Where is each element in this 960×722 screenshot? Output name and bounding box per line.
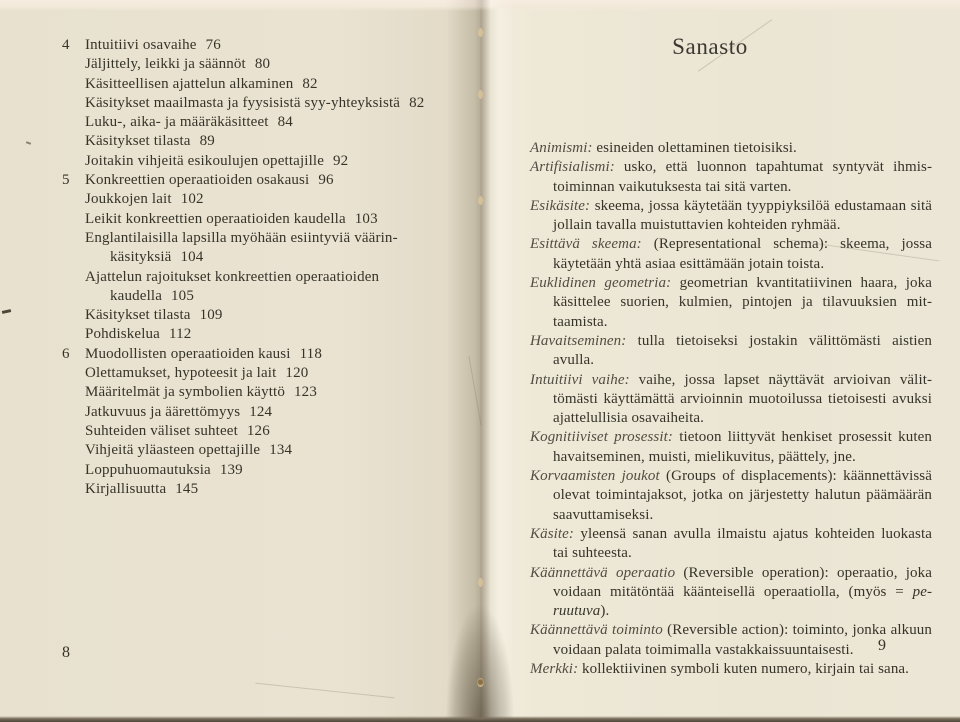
toc-entry-page: 104 xyxy=(180,249,204,266)
toc-line xyxy=(62,422,466,441)
toc-entry-page: 112 xyxy=(168,326,192,343)
toc-entry-text: Luku-, aika- ja määräkäsitteet xyxy=(85,114,269,131)
toc-line xyxy=(62,190,466,209)
toc-entry-text: kaudella xyxy=(110,287,163,304)
chapter-number: 4 xyxy=(62,37,70,53)
toc-line xyxy=(62,345,466,364)
binding-stitch xyxy=(478,90,483,99)
toc-entry-page: 82 xyxy=(302,75,318,92)
toc-entry-text: Käsitteellisen ajattelun alkaminen xyxy=(85,75,294,92)
toc-line xyxy=(62,113,466,132)
toc-line xyxy=(62,248,466,267)
toc-line xyxy=(62,480,466,499)
toc-entry-text: Joitakin vihjeitä esikoulujen opettajille xyxy=(85,152,325,169)
toc-entry-page: 109 xyxy=(199,307,223,324)
toc-entry-text: Olettamukset, hypoteesit ja lait xyxy=(85,365,277,382)
toc-entry-text: Loppuhuomautuksia xyxy=(85,461,211,478)
glossary-term: Euklidinen geometria: xyxy=(530,275,672,292)
glossary-term: Käännettävä toiminto xyxy=(530,622,663,639)
glossary-term: Havaitseminen: xyxy=(530,332,627,349)
glossary-term: Artifisialismi: xyxy=(530,159,615,176)
toc-line xyxy=(62,94,466,113)
toc-entry-text: Muodollisten operaatioiden kausi xyxy=(85,345,291,362)
toc-entry-page: 76 xyxy=(205,37,221,53)
glossary-entry: Kognitiiviset prosessit: tietoon liittyvät henkiset prosessit kuten havaitseminen, muisti, mielikuvitus, päättely, jne. xyxy=(530,429,933,465)
table-of-contents xyxy=(62,36,466,499)
toc-entry-page: 89 xyxy=(199,133,215,150)
glossary-entry: Havaitseminen: tulla tietoiseksi jostakin välittömästi aistien avulla. xyxy=(530,332,932,369)
binding-hole xyxy=(477,678,484,687)
glossary-entry: Esikäsite: skeema, jossa käytetään tyyppiyksilöä edustamaan sitä jollain tavalla muistuttavien kohteiden ryhmää. xyxy=(530,197,932,234)
chapter-number: 5 xyxy=(62,172,70,189)
toc-entry-text: Määritelmät ja symbolien käyttö xyxy=(85,384,286,401)
toc-line xyxy=(62,132,466,151)
toc-entry-page: 102 xyxy=(180,191,204,208)
glossary-entry: Animismi: esineiden olettaminen tietoisiksi. xyxy=(530,140,797,156)
toc-entry-page: 105 xyxy=(171,287,194,304)
glossary-entry: Käännettävä toiminto (Reversible action): toiminto, jonka alkuun voidaan palata toimimalla vastakkaissuuntaisesti. xyxy=(530,622,932,658)
glossary-term: Esikäsite: xyxy=(530,197,591,214)
glossary-italic-text: peruutuva xyxy=(553,583,932,620)
toc-entry-text: Leikit konkreettien operaatioiden kaudella xyxy=(85,210,346,227)
toc-line xyxy=(62,306,466,325)
page-number-right: 9 xyxy=(878,637,886,654)
page-title: Sanasto xyxy=(672,34,748,59)
toc-entry-page: 120 xyxy=(285,365,309,382)
glossary-term: Korvaamisten joukot xyxy=(530,468,660,485)
toc-line xyxy=(62,383,466,402)
toc-entry-page: 123 xyxy=(294,384,317,401)
toc-entry-page: 145 xyxy=(175,480,199,497)
toc-line xyxy=(62,461,466,480)
glossary-entry: Käsite: yleensä sanan avulla ilmaistu ajatus kohteiden luokasta tai suhteesta. xyxy=(530,525,932,562)
toc-line xyxy=(62,210,466,229)
toc-entry-page: 84 xyxy=(277,114,293,131)
toc-entry-text: Suhteiden väliset suhteet xyxy=(85,422,238,439)
toc-entry-text: Intuitiivi osavaihe xyxy=(85,37,197,53)
glossary-term: Kognitiiviset prosessit: xyxy=(530,429,673,446)
scan-bottom-edge xyxy=(0,716,960,722)
toc-entry-text: Pohdiskelua xyxy=(85,326,160,343)
toc-entry-page: 118 xyxy=(299,345,322,362)
toc-entry-text: Käsitykset tilasta xyxy=(85,133,191,150)
glossary-entry: Euklidinen geometria: geometrian kvantitatiivinen haara, joka käsittelee suorien, kulmien, pintojen ja tilavuuksien mittaamista. xyxy=(530,275,932,330)
toc-entry-page: 124 xyxy=(249,403,273,420)
toc-line xyxy=(62,55,466,74)
toc-entry-page: 80 xyxy=(254,56,271,73)
glossary-term: Käännettävä operaatio xyxy=(530,564,676,581)
glossary-term: Intuitiivi vaihe: xyxy=(530,371,630,388)
toc-line xyxy=(62,36,466,55)
toc-line xyxy=(62,325,466,344)
toc-entry-text: Jatkuvuus ja äärettömyys xyxy=(85,403,241,420)
toc-entry-page: 103 xyxy=(354,210,378,227)
glossary-term: Animismi: xyxy=(530,140,593,156)
toc-entry-text: Käsitykset maailmasta ja fyysisistä syy-yhteyksistä xyxy=(85,94,401,111)
toc-entry-text: Konkreettien operaatioiden osakausi xyxy=(85,172,310,189)
glossary-entry: Merkki: kollektiivinen symboli kuten numero, kirjain tai sana. xyxy=(530,661,910,678)
binding-stitch xyxy=(478,578,483,587)
glossary-entry: Käännettävä operaatio (Reversible operation): operaatio, joka voidaan mitätöntää käänteisellä operaatiolla, (myös = peruutuva). xyxy=(530,564,932,620)
toc-entry-page: 82 xyxy=(409,94,425,111)
page-number-left: 8 xyxy=(62,644,70,661)
toc-line xyxy=(62,441,466,460)
toc-line xyxy=(62,287,466,306)
toc-entry-page: 96 xyxy=(318,172,334,189)
glossary-list xyxy=(530,139,932,679)
toc-line xyxy=(62,364,466,383)
glossary-term: Esittävä skeema: xyxy=(530,236,642,253)
toc-entry-text: Kirjallisuutta xyxy=(85,480,167,497)
toc-entry-text: käsityksiä xyxy=(110,249,172,266)
toc-line xyxy=(62,171,466,190)
binding-stitch xyxy=(478,196,483,205)
glossary-entry: Intuitiivi vaihe: vaihe, jossa lapset näyttävät arvioivan välittömästi käyttämättä arvioinnin muotoilussa tietoisesti avuksi ajattelullisia osavaiheita. xyxy=(530,371,932,427)
glossary-entry: Artifisialismi: usko, että luonnon tapahtumat syntyvät ihmistoiminnan vaikutuksesta tai sitä varten. xyxy=(530,159,932,195)
glossary-entry: Korvaamisten joukot (Groups of displacements): käännettävissä olevat toimintajaksot, jotka on järjestetty halutun päämäärän saavuttamiseksi. xyxy=(530,468,932,523)
glossary-entry: Esittävä skeema: (Representational schema): skeema, jossa käytetään yhtä asiaa esittämään jotain toista. xyxy=(530,236,932,272)
toc-line xyxy=(62,268,466,287)
toc-entry-text: Joukkojen lait xyxy=(85,191,172,208)
toc-line xyxy=(62,152,466,171)
chapter-number: 6 xyxy=(62,345,70,362)
toc-entry-text: Käsitykset tilasta xyxy=(85,307,191,324)
toc-entry-text: Ajattelun rajoitukset konkreettien operaatioiden xyxy=(85,268,380,285)
toc-entry-page: 92 xyxy=(333,152,349,169)
toc-entry-text: Vihjeitä yläasteen opettajille xyxy=(85,442,261,459)
toc-line xyxy=(62,229,466,248)
toc-entry-page: 126 xyxy=(246,422,270,439)
toc-line xyxy=(62,75,466,94)
glossary-term: Merkki: xyxy=(530,661,579,678)
glossary-term: Käsite: xyxy=(530,525,575,542)
toc-line xyxy=(62,403,466,422)
toc-entry-page: 134 xyxy=(269,442,293,459)
binding-stitch xyxy=(478,28,483,37)
toc-entry-page: 139 xyxy=(219,461,243,478)
toc-entry-text: Jäljittely, leikki ja säännöt xyxy=(85,56,246,73)
toc-entry-text: Englantilaisilla lapsilla myöhään esiintyviä väärin- xyxy=(85,229,398,246)
